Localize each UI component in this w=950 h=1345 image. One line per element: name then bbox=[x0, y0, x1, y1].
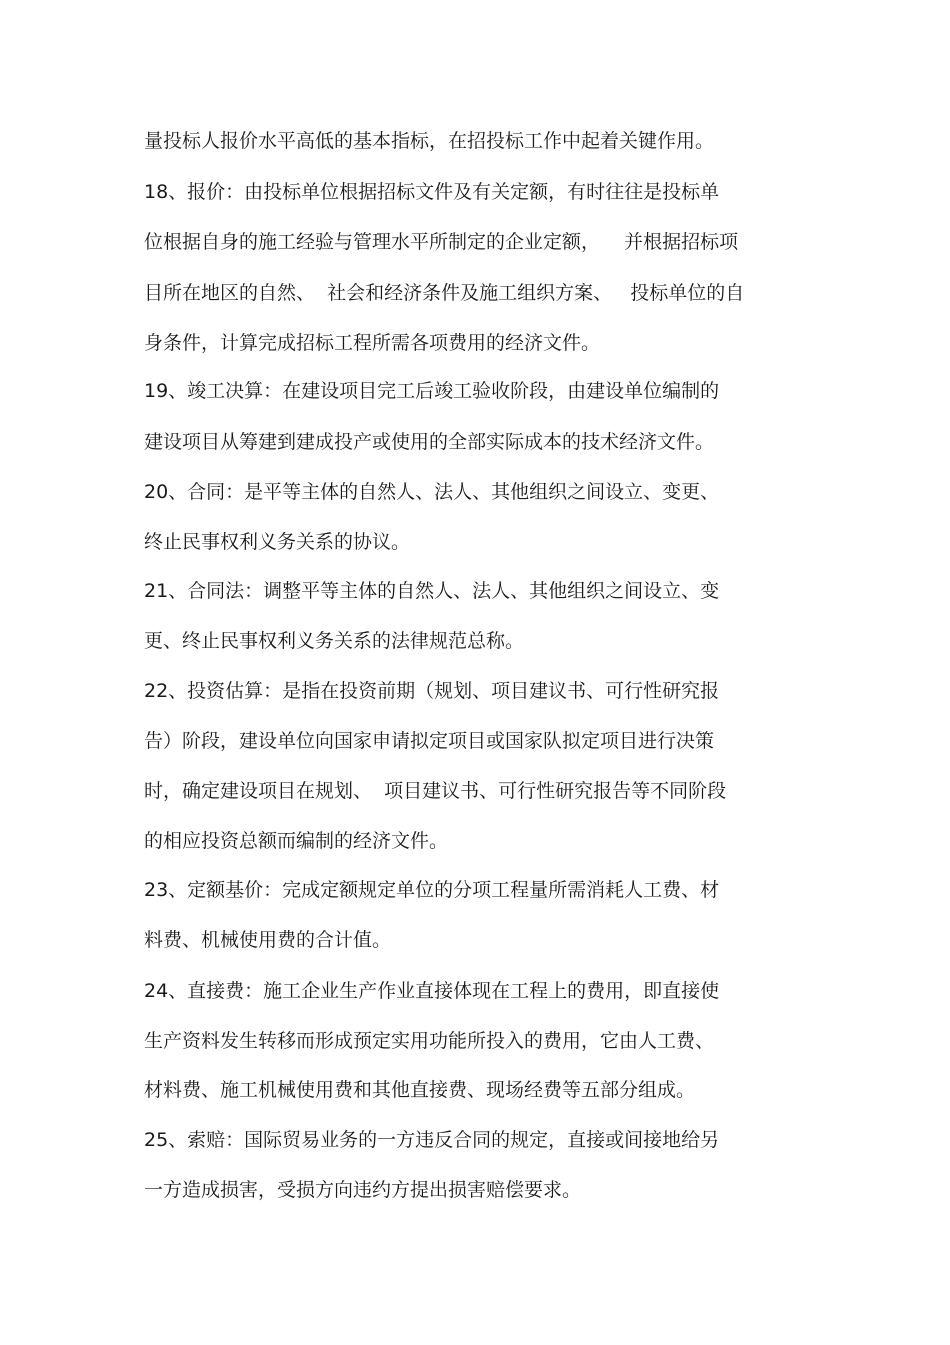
text-line: 24、直接费：施工企业生产作业直接体现在工程上的费用，即直接使 bbox=[144, 980, 720, 1002]
text-line: 量投标人报价水平高低的基本指标，在招投标工作中起着关键作用。 bbox=[144, 130, 715, 152]
text-line: 生产资料发生转移而形成预定实用功能所投入的费用，它由人工费、 bbox=[144, 1030, 715, 1052]
text-line: 料费、机械使用费的合计值。 bbox=[144, 929, 392, 951]
text-line: 目所在地区的自然、 社会和经济条件及施工组织方案、 投标单位的自 bbox=[144, 282, 745, 304]
text-line: 更、终止民事权利义务关系的法律规范总称。 bbox=[144, 630, 525, 652]
text-line: 时，确定建设项目在规划、 项目建议书、可行性研究报告等不同阶段 bbox=[144, 780, 727, 802]
text-line: 建设项目从筹建到建成投产或使用的全部实际成本的技术经济文件。 bbox=[144, 431, 715, 453]
text-line: 位根据自身的施工经验与管理水平所制定的企业定额， 并根据招标项 bbox=[144, 231, 739, 253]
text-line: 18、报价：由投标单位根据招标文件及有关定额，有时往往是投标单 bbox=[144, 181, 720, 203]
text-line: 一方造成损害，受损方向违约方提出损害赔偿要求。 bbox=[144, 1179, 582, 1201]
text-line: 告）阶段，建设单位向国家申请拟定项目或国家队拟定项目进行决策 bbox=[144, 730, 715, 752]
text-line: 22、投资估算：是指在投资前期（规划、项目建议书、可行性研究报 bbox=[144, 680, 720, 702]
text-line: 身条件，计算完成招标工程所需各项费用的经济文件。 bbox=[144, 332, 601, 354]
text-line: 19、竣工决算：在建设项目完工后竣工验收阶段，由建设单位编制的 bbox=[144, 380, 720, 402]
text-line: 终止民事权利义务关系的协议。 bbox=[144, 531, 411, 553]
text-line: 材料费、施工机械使用费和其他直接费、现场经费等五部分组成。 bbox=[144, 1079, 696, 1101]
text-line: 25、索赔：国际贸易业务的一方违反合同的规定，直接或间接地给另 bbox=[144, 1129, 720, 1151]
text-line: 的相应投资总额而编制的经济文件。 bbox=[144, 830, 449, 852]
text-line: 21、合同法：调整平等主体的自然人、法人、其他组织之间设立、变 bbox=[144, 580, 720, 602]
text-line: 20、合同：是平等主体的自然人、法人、其他组织之间设立、变更、 bbox=[144, 481, 720, 503]
text-line: 23、定额基价：完成定额规定单位的分项工程量所需消耗人工费、材 bbox=[144, 879, 720, 901]
